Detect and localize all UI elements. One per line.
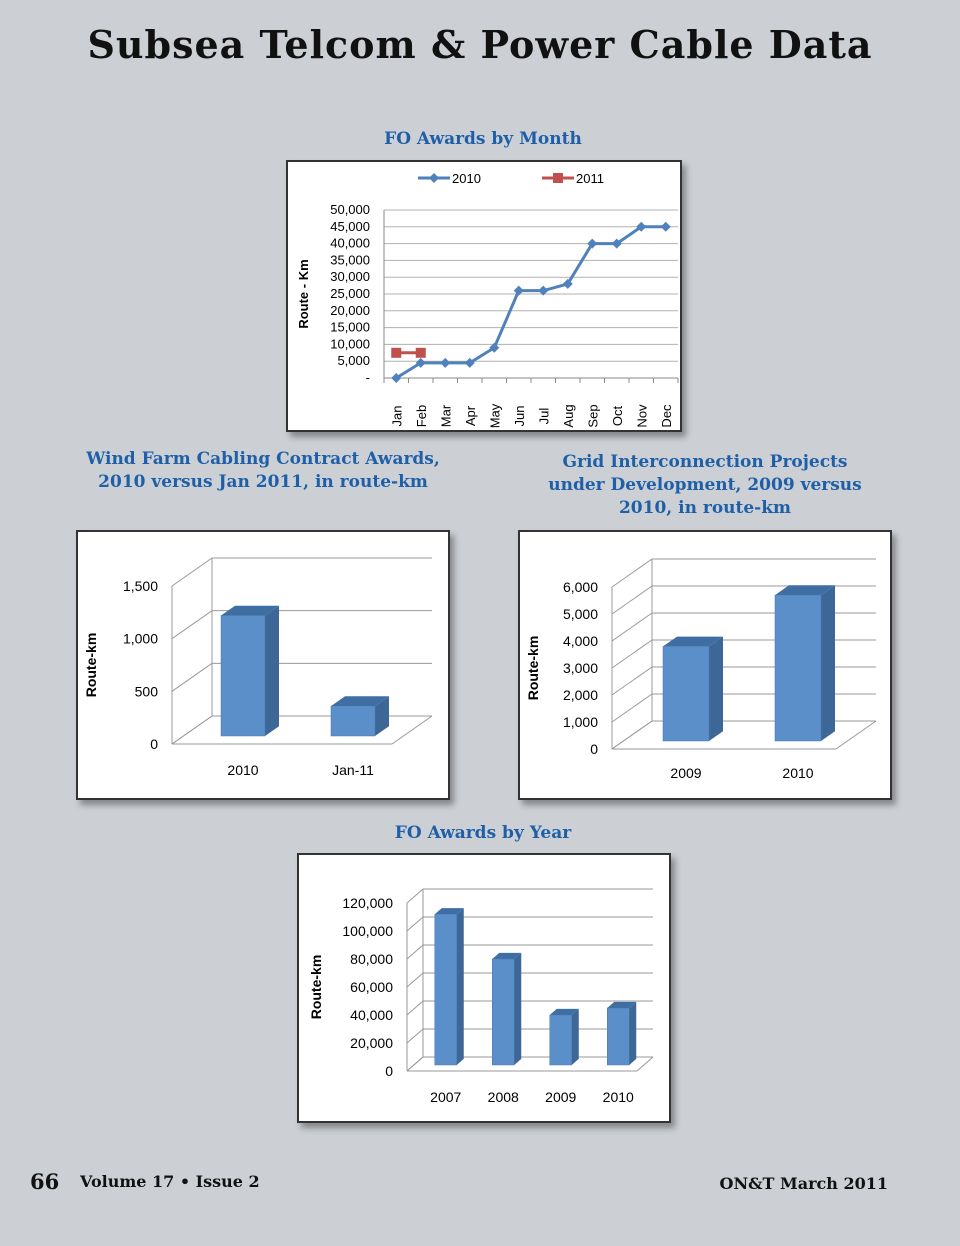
x-tick-label: Jun — [511, 405, 527, 427]
gridline-diagonal — [612, 559, 652, 587]
data-point-2011 — [391, 348, 401, 358]
gridline-diagonal — [612, 721, 652, 749]
x-tick-label: Sep — [585, 404, 601, 428]
chart-grid-svg — [520, 532, 890, 798]
y-tick-label: 35,000 — [330, 252, 370, 268]
y-tick-label: 0 — [150, 736, 158, 752]
data-point-2010 — [440, 358, 450, 368]
y-axis-label: Route - Km — [296, 259, 311, 329]
chart-title-grid-line-3: 2010, in route-km — [618, 498, 792, 518]
volume-issue: Volume 17 • Issue 2 — [80, 1172, 260, 1191]
floor-right — [637, 1057, 653, 1071]
bar-2009 — [550, 1015, 572, 1065]
series-line-2010 — [396, 227, 666, 378]
bar-Jan-11 — [331, 706, 375, 736]
y-tick-label: 1,000 — [562, 714, 598, 730]
bar-2010 — [775, 595, 821, 741]
chart-title-fo-month: FO Awards by Month — [384, 129, 582, 149]
chart-wind-farm-cabling — [76, 530, 450, 800]
chart-fo-awards-by-month — [286, 160, 682, 432]
gridline-diagonal — [612, 586, 652, 614]
bar-2009 — [663, 646, 709, 741]
x-tick-label: Feb — [413, 404, 429, 428]
x-tick-label: Dec — [658, 404, 674, 428]
bar-side-2010 — [265, 606, 279, 736]
x-tick-label: 2010 — [227, 762, 259, 778]
y-tick-label: 100,000 — [342, 923, 393, 939]
data-point-2010 — [661, 222, 671, 232]
y-tick-label: 3,000 — [562, 660, 598, 676]
x-tick-label: 2007 — [430, 1089, 462, 1105]
y-tick-label: 45,000 — [330, 218, 370, 234]
bar-2008 — [492, 959, 514, 1065]
y-tick-label: 4,000 — [562, 633, 598, 649]
y-axis-label: Route-km — [525, 635, 541, 701]
chart-fo-awards-by-year — [297, 853, 671, 1123]
bar-side-2010 — [629, 1002, 636, 1065]
chart-title-grid-line-1: Grid Interconnection Projects — [562, 452, 848, 472]
chart-wind-farm-svg — [78, 532, 448, 798]
chart-title-wind-farm-line-1: Wind Farm Cabling Contract Awards, — [86, 449, 440, 469]
publication-date: ON&T March 2011 — [719, 1174, 888, 1193]
gridline-diagonal — [407, 1057, 423, 1071]
chart-fo-month-svg — [288, 162, 680, 430]
y-tick-label: 2,000 — [562, 687, 598, 703]
gridline-diagonal — [407, 889, 423, 903]
chart-grid-interconnection — [518, 530, 892, 800]
gridline-diagonal — [407, 945, 423, 959]
gridline-diagonal — [407, 1029, 423, 1043]
chart-title-grid-interconnection — [520, 451, 890, 520]
y-tick-label: 60,000 — [350, 979, 393, 995]
x-tick-label: Mar — [438, 404, 454, 428]
page-number: 66 — [30, 1169, 60, 1194]
x-tick-label: 2010 — [782, 765, 814, 781]
gridline-diagonal — [172, 611, 212, 639]
chart-title-fo-year: FO Awards by Year — [394, 823, 572, 843]
y-tick-label: 500 — [134, 683, 158, 700]
legend-label-2010: 2010 — [452, 171, 481, 186]
gridline-diagonal — [407, 1001, 423, 1015]
y-tick-label: 0 — [590, 741, 598, 757]
y-tick-label: 30,000 — [330, 269, 370, 285]
bar-side-2007 — [457, 908, 464, 1065]
y-tick-label: 6,000 — [562, 579, 598, 595]
x-tick-label: Jul — [536, 407, 552, 425]
chart-title-wind-farm — [58, 448, 468, 494]
gridline-diagonal — [407, 917, 423, 931]
y-tick-label: 40,000 — [350, 1007, 393, 1023]
gridline-diagonal — [407, 973, 423, 987]
page-title: Subsea Telcom & Power Cable Data — [87, 22, 873, 67]
y-tick-label: 80,000 — [350, 951, 393, 967]
legend-label-2011: 2011 — [576, 171, 604, 186]
y-tick-label: 15,000 — [330, 319, 370, 335]
gridline-diagonal — [612, 694, 652, 722]
gridline-diagonal — [612, 640, 652, 668]
bar-side-2009 — [709, 637, 723, 741]
y-tick-label: 120,000 — [342, 895, 393, 911]
chart-title-wind-farm-line-2: 2010 versus Jan 2011, in route-km — [98, 472, 428, 492]
x-tick-label: 2009 — [545, 1089, 577, 1105]
y-tick-label: 5,000 — [337, 353, 370, 369]
legend-marker-2011 — [553, 173, 563, 183]
chart-title-grid-line-2: under Development, 2009 versus — [548, 475, 862, 495]
y-tick-label: 20,000 — [330, 302, 370, 318]
x-tick-label: 2010 — [602, 1089, 634, 1105]
gridline-diagonal — [172, 558, 212, 586]
chart-fo-year-svg — [299, 855, 669, 1121]
bar-2010 — [221, 615, 265, 736]
y-tick-label: 40,000 — [330, 235, 370, 251]
y-tick-label: 1,000 — [122, 630, 158, 647]
y-tick-label: 1,500 — [122, 578, 158, 594]
bar-2007 — [435, 914, 457, 1065]
floor-right — [392, 716, 432, 744]
y-tick-label: 0 — [385, 1063, 393, 1079]
y-tick-label: 50,000 — [330, 202, 370, 217]
gridline-diagonal — [612, 667, 652, 695]
floor-right — [836, 721, 876, 749]
x-tick-label: 2009 — [670, 765, 702, 781]
x-tick-label: Oct — [609, 405, 625, 427]
data-point-2011 — [416, 348, 426, 358]
x-tick-label: 2008 — [487, 1089, 519, 1105]
y-axis-label: Route-km — [83, 632, 99, 698]
y-axis-label: Route-km — [308, 954, 324, 1020]
y-tick-label: 10,000 — [330, 336, 370, 352]
legend-marker-2010 — [429, 173, 439, 183]
x-tick-label: Nov — [634, 404, 650, 428]
bar-side-2010 — [821, 585, 835, 741]
x-tick-label: Jan-11 — [332, 762, 374, 778]
bar-2010 — [607, 1008, 629, 1065]
y-tick-label: - — [365, 370, 370, 385]
x-tick-label: Aug — [560, 404, 576, 428]
y-tick-label: 5,000 — [562, 606, 598, 622]
gridline-diagonal — [172, 716, 212, 744]
x-tick-label: May — [487, 403, 503, 429]
y-tick-label: 25,000 — [330, 286, 370, 301]
gridline-diagonal — [172, 663, 212, 691]
gridline-diagonal — [612, 613, 652, 641]
bar-side-2009 — [572, 1009, 579, 1065]
x-tick-label: Apr — [462, 405, 478, 427]
y-tick-label: 20,000 — [350, 1035, 393, 1051]
x-tick-label: Jan — [389, 405, 405, 427]
bar-side-2008 — [514, 953, 521, 1065]
